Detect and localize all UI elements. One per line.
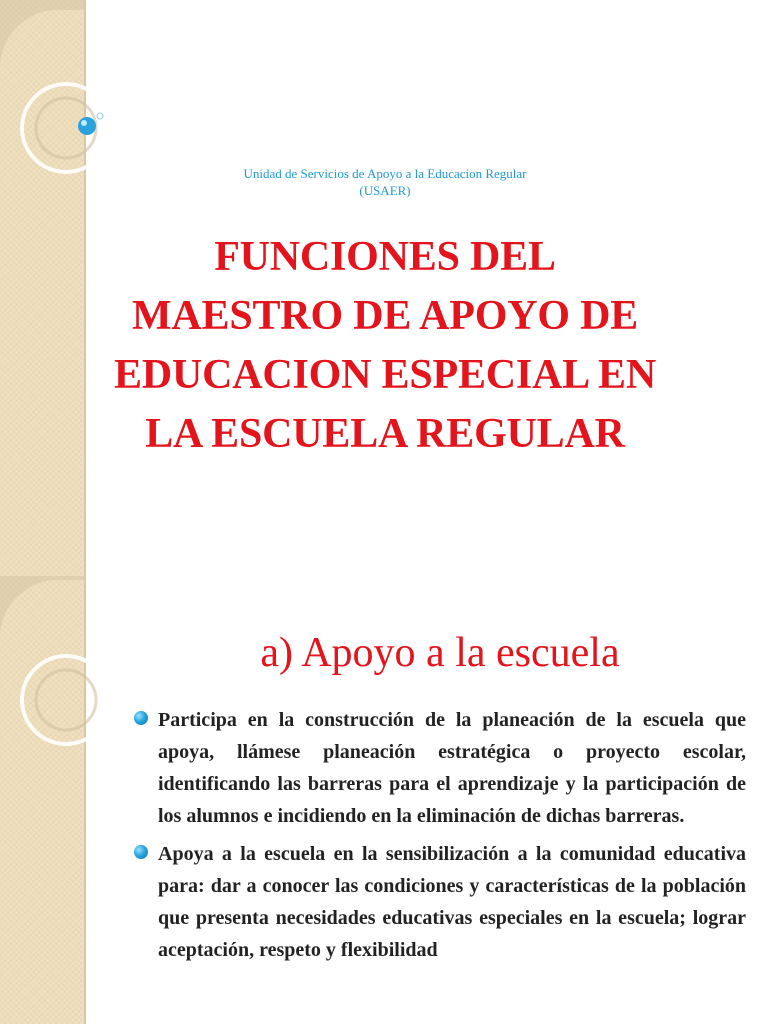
- subtitle-line-1: Unidad de Servicios de Apoyo a la Educacion Regular: [243, 166, 527, 181]
- title-line-1: FUNCIONES DEL: [214, 234, 556, 280]
- bullet-dot-icon: [134, 845, 148, 859]
- orb-highlight: [81, 120, 87, 126]
- list-item: [134, 704, 746, 832]
- decorative-circles: [0, 0, 120, 1024]
- title-line-3: EDUCACION ESPECIAL EN: [114, 352, 656, 398]
- title-line-2: MAESTRO DE APOYO DE: [131, 293, 639, 339]
- slide-title: [40, 228, 730, 464]
- list-item: [134, 838, 746, 966]
- subtitle-line-2: (USAER): [359, 183, 411, 198]
- bullet-list: [134, 704, 746, 972]
- bullet-dot-icon: [134, 711, 148, 725]
- ring-inner-lower: [36, 670, 96, 730]
- bullet-text: Participa en la construcción de la planeación de la escuela que apoya, llámese planeación estratégica o proyecto escolar, identificando las barreras para el aprendizaje y la participación de los alumnos e incidiendo en la eliminación de dichas barreras.: [158, 709, 746, 827]
- corner-shape-lower: [0, 576, 84, 640]
- small-bubble-icon: [97, 113, 103, 119]
- title-line-4: LA ESCUELA REGULAR: [145, 411, 625, 457]
- section-heading: a) Apoyo a la escuela: [260, 630, 620, 676]
- blue-orb-icon: [78, 117, 96, 135]
- organization-subtitle: [150, 165, 620, 199]
- bullet-text: Apoya a la escuela en la sensibilización a la comunidad educativa para: dar a conocer las condiciones y características de la población que presenta necesidades educativas especiales en la escuela; lograr aceptación, respeto y flexibilidad: [158, 843, 746, 961]
- corner-shape: [0, 0, 84, 70]
